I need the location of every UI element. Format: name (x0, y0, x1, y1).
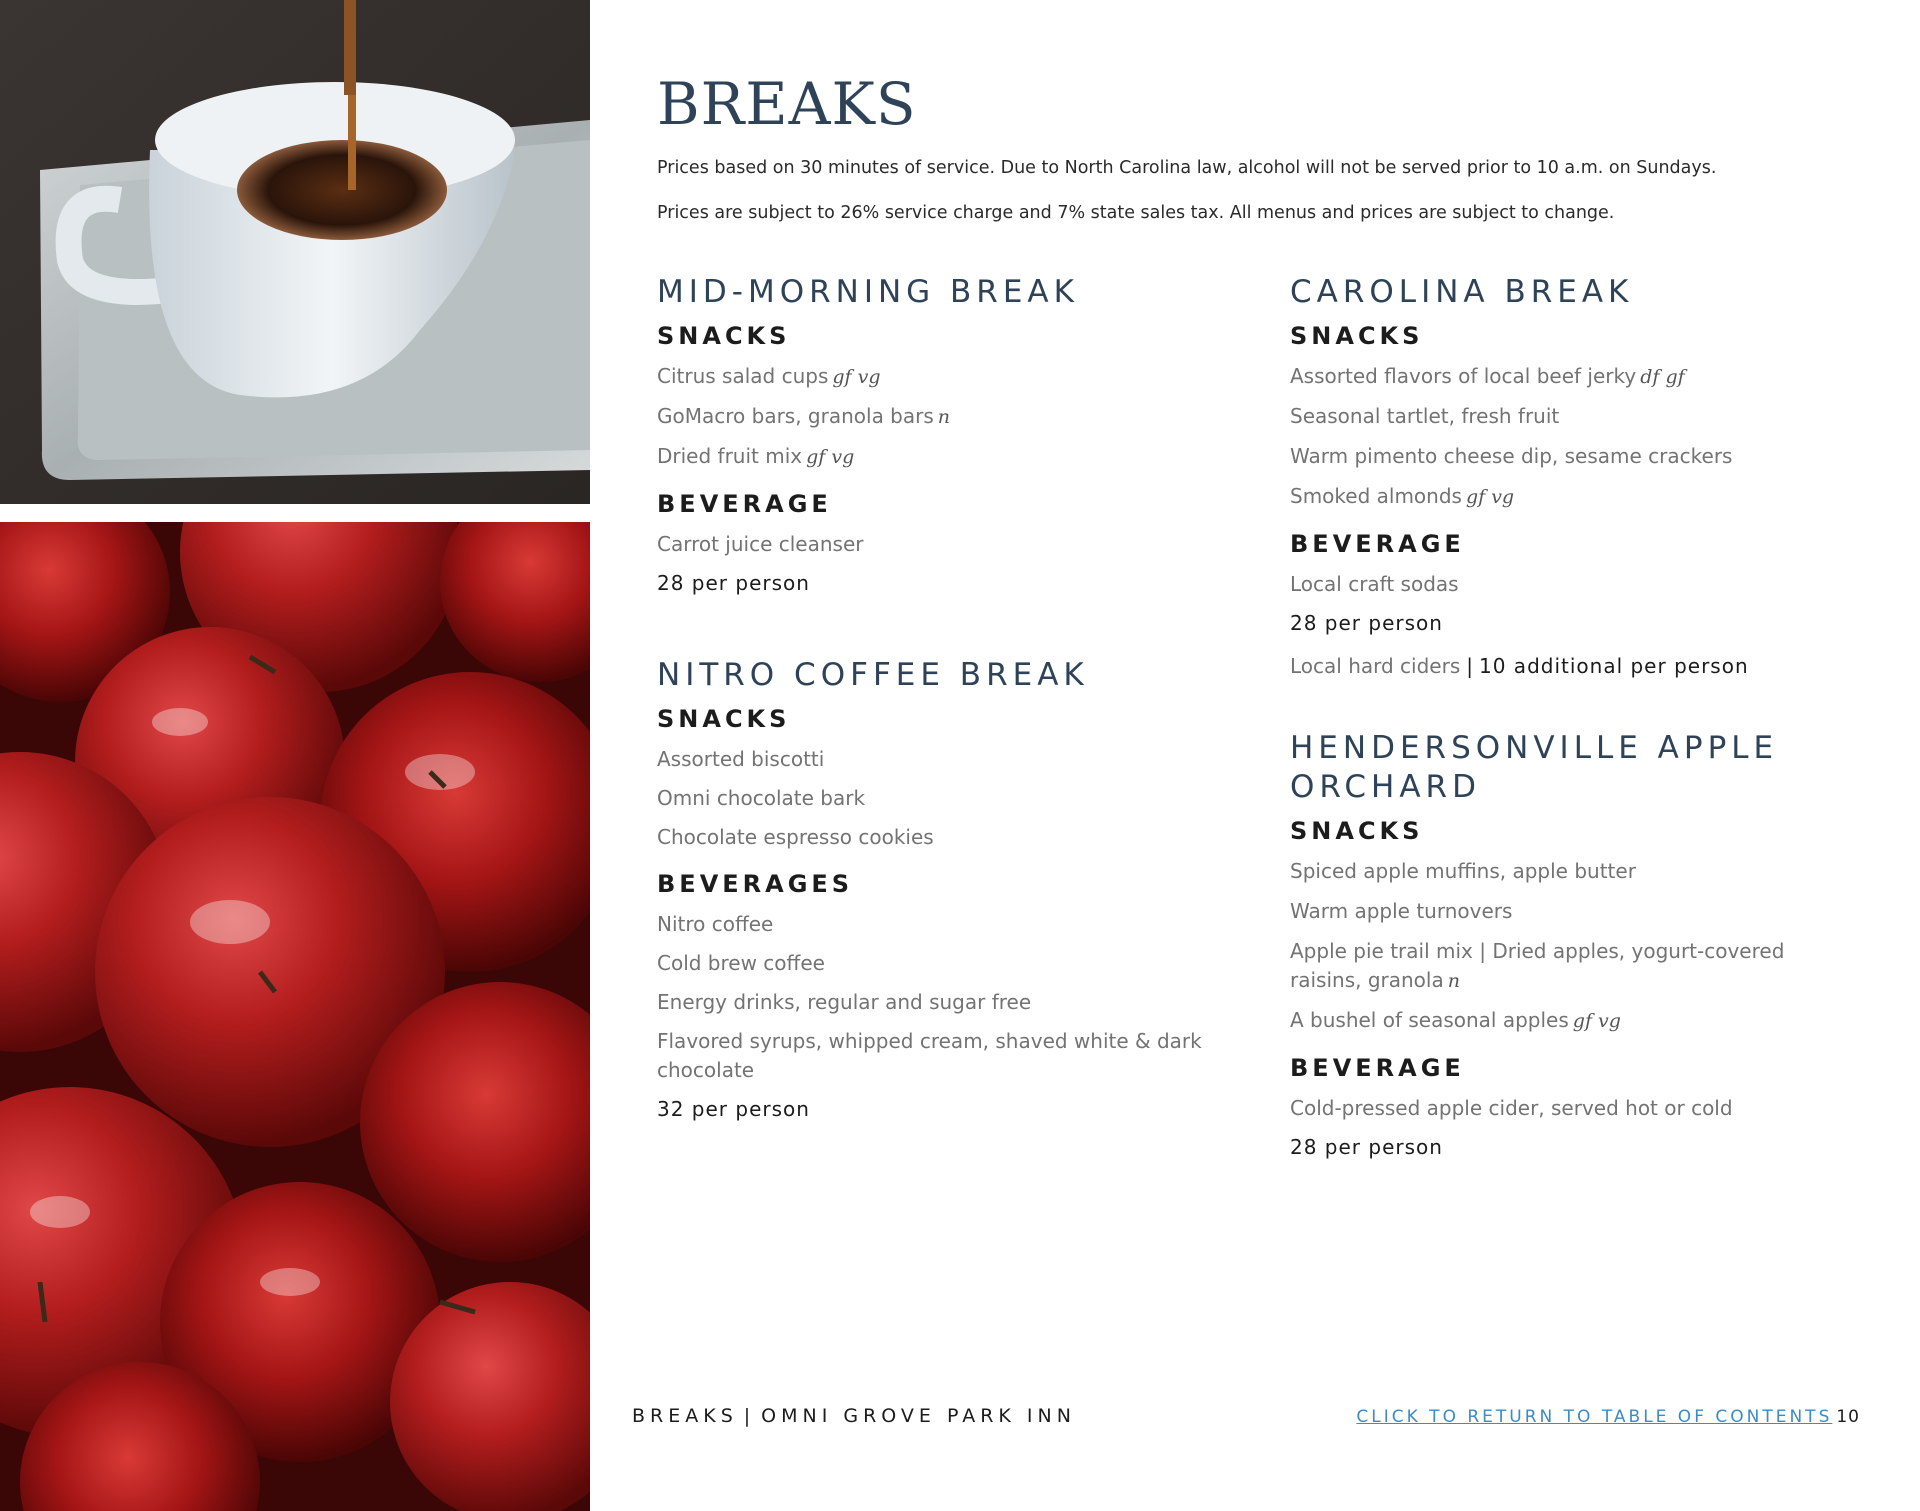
addon-line (1290, 652, 1870, 681)
diet-tag: gf vg (806, 446, 855, 468)
diet-tag: df gf (1640, 366, 1685, 388)
addon-item: Local hard ciders (1290, 654, 1461, 678)
diet-tag: gf vg (1572, 1010, 1621, 1032)
menu-item: Omni chocolate bark (657, 786, 866, 810)
return-to-toc-link[interactable]: CLICK TO RETURN TO TABLE OF CONTENTS (1356, 1407, 1833, 1427)
diet-tag: gf vg (1465, 486, 1515, 508)
menu-item: Apple pie trail mix | Dried apples, yogurt-covered raisins, granola n (1290, 939, 1785, 992)
menu-item: Seasonal tartlet, fresh fruit (1290, 404, 1560, 428)
menu-item: Smoked almonds gf vg (1290, 484, 1515, 508)
section-title: NITRO COFFEE BREAK (657, 657, 1089, 693)
snacks-heading: SNACKS (1290, 322, 1424, 350)
menu-item: Cold-pressed apple cider, served hot or cold (1290, 1096, 1733, 1120)
addon-price: 10 additional per person (1479, 654, 1749, 678)
menu-item: Local craft sodas (1290, 572, 1459, 596)
intro-tax-note: Prices are subject to 26% service charge and 7% state sales tax. All menus and prices are subject to change. (657, 203, 1615, 223)
red-apples-photo (0, 522, 590, 1511)
diet-tag: gf vg (832, 366, 881, 388)
price-label: 28 per person (1290, 1135, 1443, 1159)
footer-section-name: BREAKS (632, 1405, 738, 1427)
price-label: 28 per person (657, 571, 810, 595)
menu-item: Flavored syrups, whipped cream, shaved white & dark chocolate (657, 1029, 1202, 1082)
section-title: HENDERSONVILLE APPLE ORCHARD (1290, 730, 1779, 805)
footer-separator: | (743, 1405, 756, 1427)
diet-tag: n (1447, 970, 1460, 992)
menu-item: Chocolate espresso cookies (657, 825, 934, 849)
left-menu-column (657, 273, 1237, 1164)
footer-venue-name: OMNI GROVE PARK INN (761, 1405, 1076, 1427)
mid-morning-break-section (657, 273, 1237, 598)
menu-item: Nitro coffee (657, 912, 774, 936)
menu-item: Energy drinks, regular and sugar free (657, 990, 1032, 1014)
coffee-pour-photo (0, 0, 590, 504)
menu-item: A bushel of seasonal apples gf vg (1290, 1008, 1621, 1032)
beverages-heading: BEVERAGES (657, 870, 854, 898)
diet-tag: n (937, 406, 951, 428)
snacks-heading: SNACKS (1290, 817, 1424, 845)
menu-item: Spiced apple muffins, apple butter (1290, 859, 1636, 883)
price-label: 32 per person (657, 1097, 810, 1121)
menu-item: Cold brew coffee (657, 951, 825, 975)
addon-separator: | (1466, 654, 1473, 678)
beverage-heading: BEVERAGE (1290, 530, 1465, 558)
section-title: MID-MORNING BREAK (657, 274, 1079, 310)
nitro-coffee-break-section (657, 656, 1237, 1124)
footer-nav (1356, 1407, 1860, 1427)
menu-item: Warm pimento cheese dip, sesame crackers (1290, 444, 1733, 468)
footer-breadcrumb (632, 1405, 1076, 1427)
section-title: CAROLINA BREAK (1290, 274, 1634, 310)
beverage-heading: BEVERAGE (657, 490, 832, 518)
page-title: BREAKS (657, 70, 917, 138)
intro-service-note: Prices based on 30 minutes of service. Due to North Carolina law, alcohol will not be served prior to 10 a.m. on Sundays. (657, 158, 1717, 178)
hendersonville-apple-orchard-section (1290, 729, 1870, 1162)
menu-item: GoMacro bars, granola bars n (657, 404, 951, 428)
menu-item: Warm apple turnovers (1290, 899, 1513, 923)
menu-item: Carrot juice cleanser (657, 532, 864, 556)
menu-item: Citrus salad cups gf vg (657, 364, 881, 388)
snacks-heading: SNACKS (657, 322, 791, 350)
menu-item: Assorted flavors of local beef jerky df gf (1290, 364, 1685, 388)
price-label: 28 per person (1290, 611, 1443, 635)
menu-item: Dried fruit mix gf vg (657, 444, 855, 468)
beverage-heading: BEVERAGE (1290, 1054, 1465, 1082)
page-number: 10 (1836, 1407, 1860, 1427)
right-menu-column (1290, 273, 1870, 1202)
menu-item: Assorted biscotti (657, 747, 825, 771)
carolina-break-section (1290, 273, 1870, 681)
snacks-heading: SNACKS (657, 705, 791, 733)
